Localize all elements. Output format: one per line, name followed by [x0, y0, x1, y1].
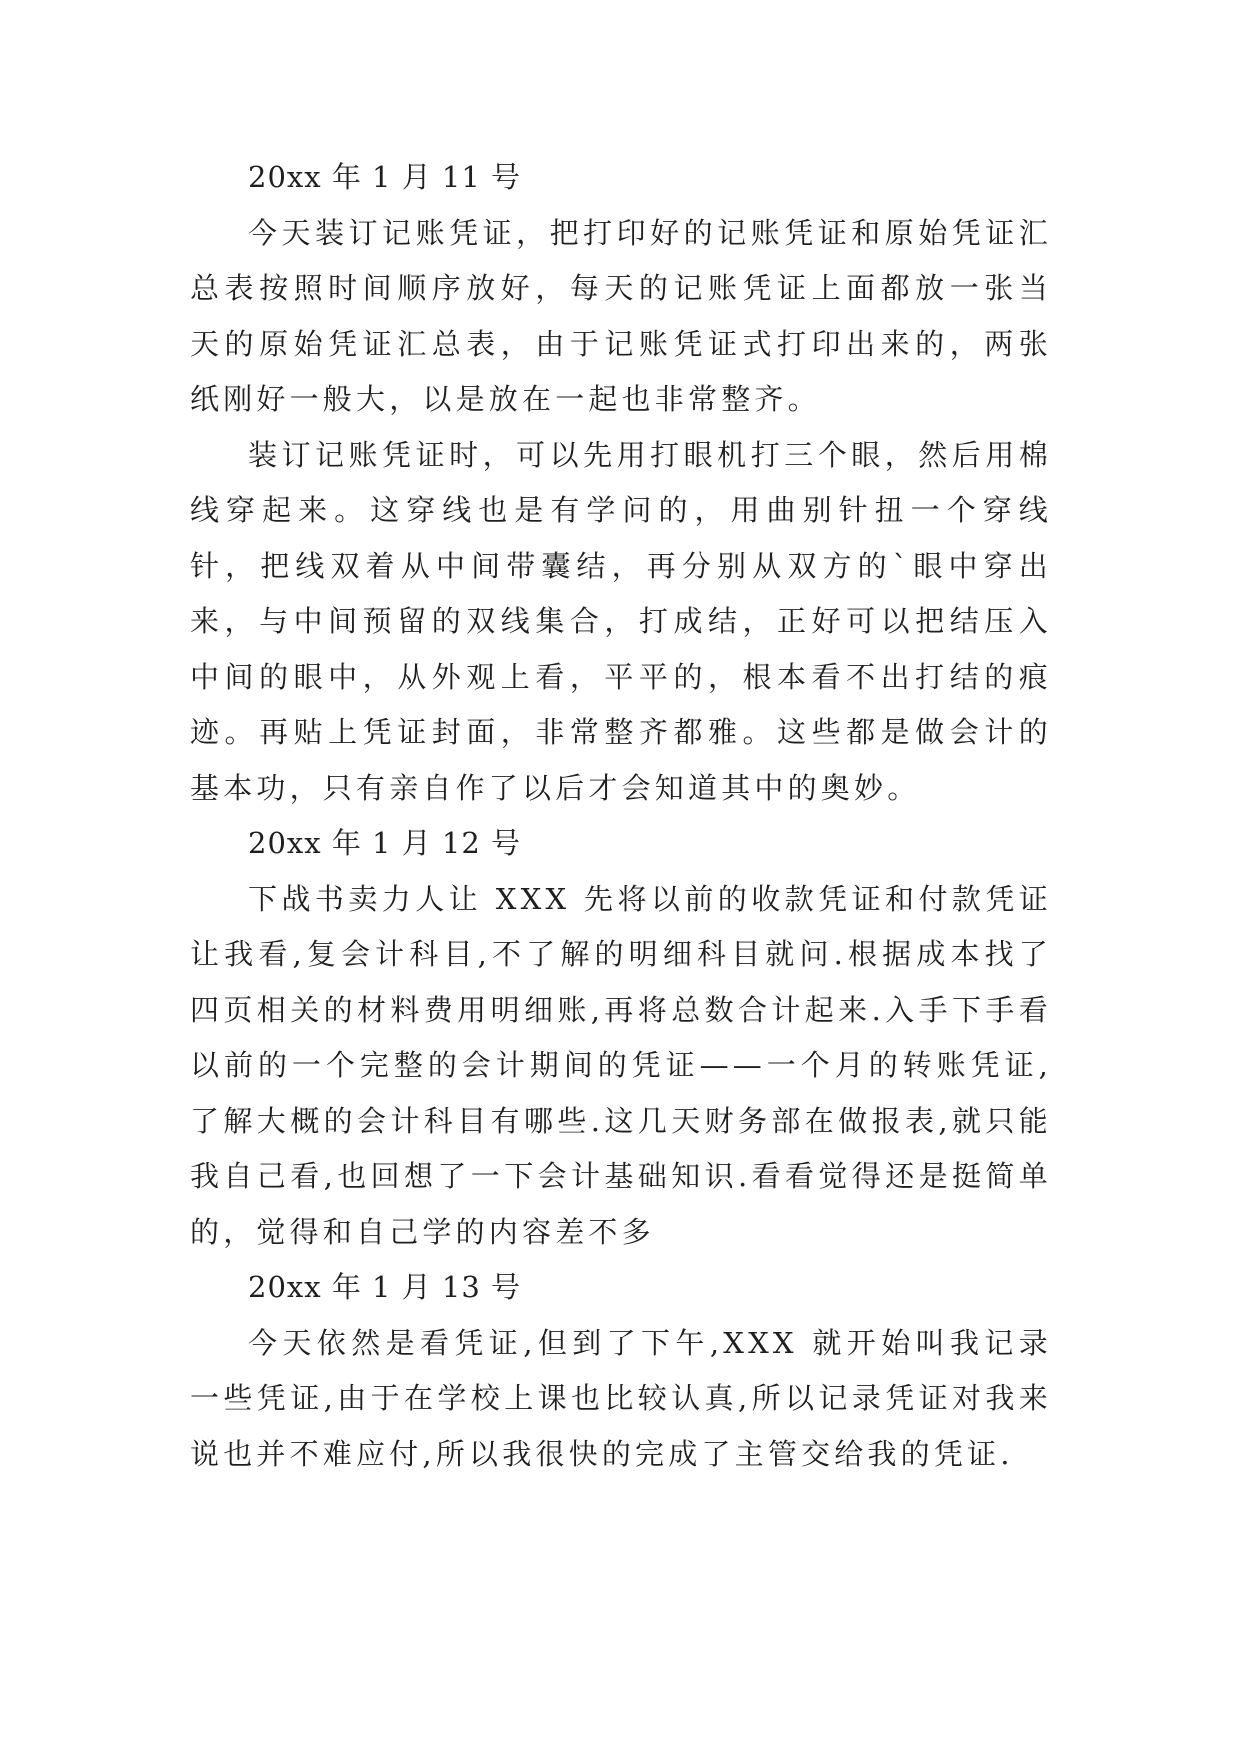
entry-paragraph: 下战书卖力人让 XXX 先将以前的收款凭证和付款凭证让我看,复会计科目,不了解的明细科目就问.根据成本找了四页相关的材料费用明细账,再将总数合计起来.入手下手看以前的一个完整的会计期间的凭证——一个月的转账凭证,了解大概的会计科目有哪些.这几天财务部在做报表,就只能我自己看,也回想了一下会计基础知识.看看觉得还是挺简单的，觉得和自己学的内容差不多 [190, 881, 1052, 1249]
entry-paragraph: 今天依然是看凭证,但到了下午,XXX 就开始叫我记录一些凭证,由于在学校上课也比较认真,所以记录凭证对我来说也并不难应付,所以我很快的完成了主管交给我的凭证. [190, 1325, 1052, 1471]
entry-date: 20xx 年 1 月 13 号 [248, 1270, 522, 1304]
entry-paragraph: 今天装订记账凭证，把打印好的记账凭证和原始凭证汇总表按照时间顺序放好，每天的记账凭证上面都放一张当天的原始凭证汇总表，由于记账凭证式打印出来的，两张纸刚好一般大，以是放在一起也非常整齐。 [190, 215, 1052, 416]
entry-date: 20xx 年 1 月 11 号 [248, 160, 522, 194]
entry-date: 20xx 年 1 月 12 号 [248, 826, 522, 860]
document-body [190, 150, 1052, 1482]
entry-paragraph: 装订记账凭证时，可以先用打眼机打三个眼，然后用棉线穿起来。这穿线也是有学问的，用曲别针扭一个穿线针，把线双着从中间带囊结，再分别从双方的`眼中穿出来，与中间预留的双线集合，打成结，正好可以把结压入中间的眼中，从外观上看，平平的，根本看不出打结的痕迹。再贴上凭证封面，非常整齐都雅。这些都是做会计的基本功，只有亲自作了以后才会知道其中的奥妙。 [190, 437, 1052, 805]
